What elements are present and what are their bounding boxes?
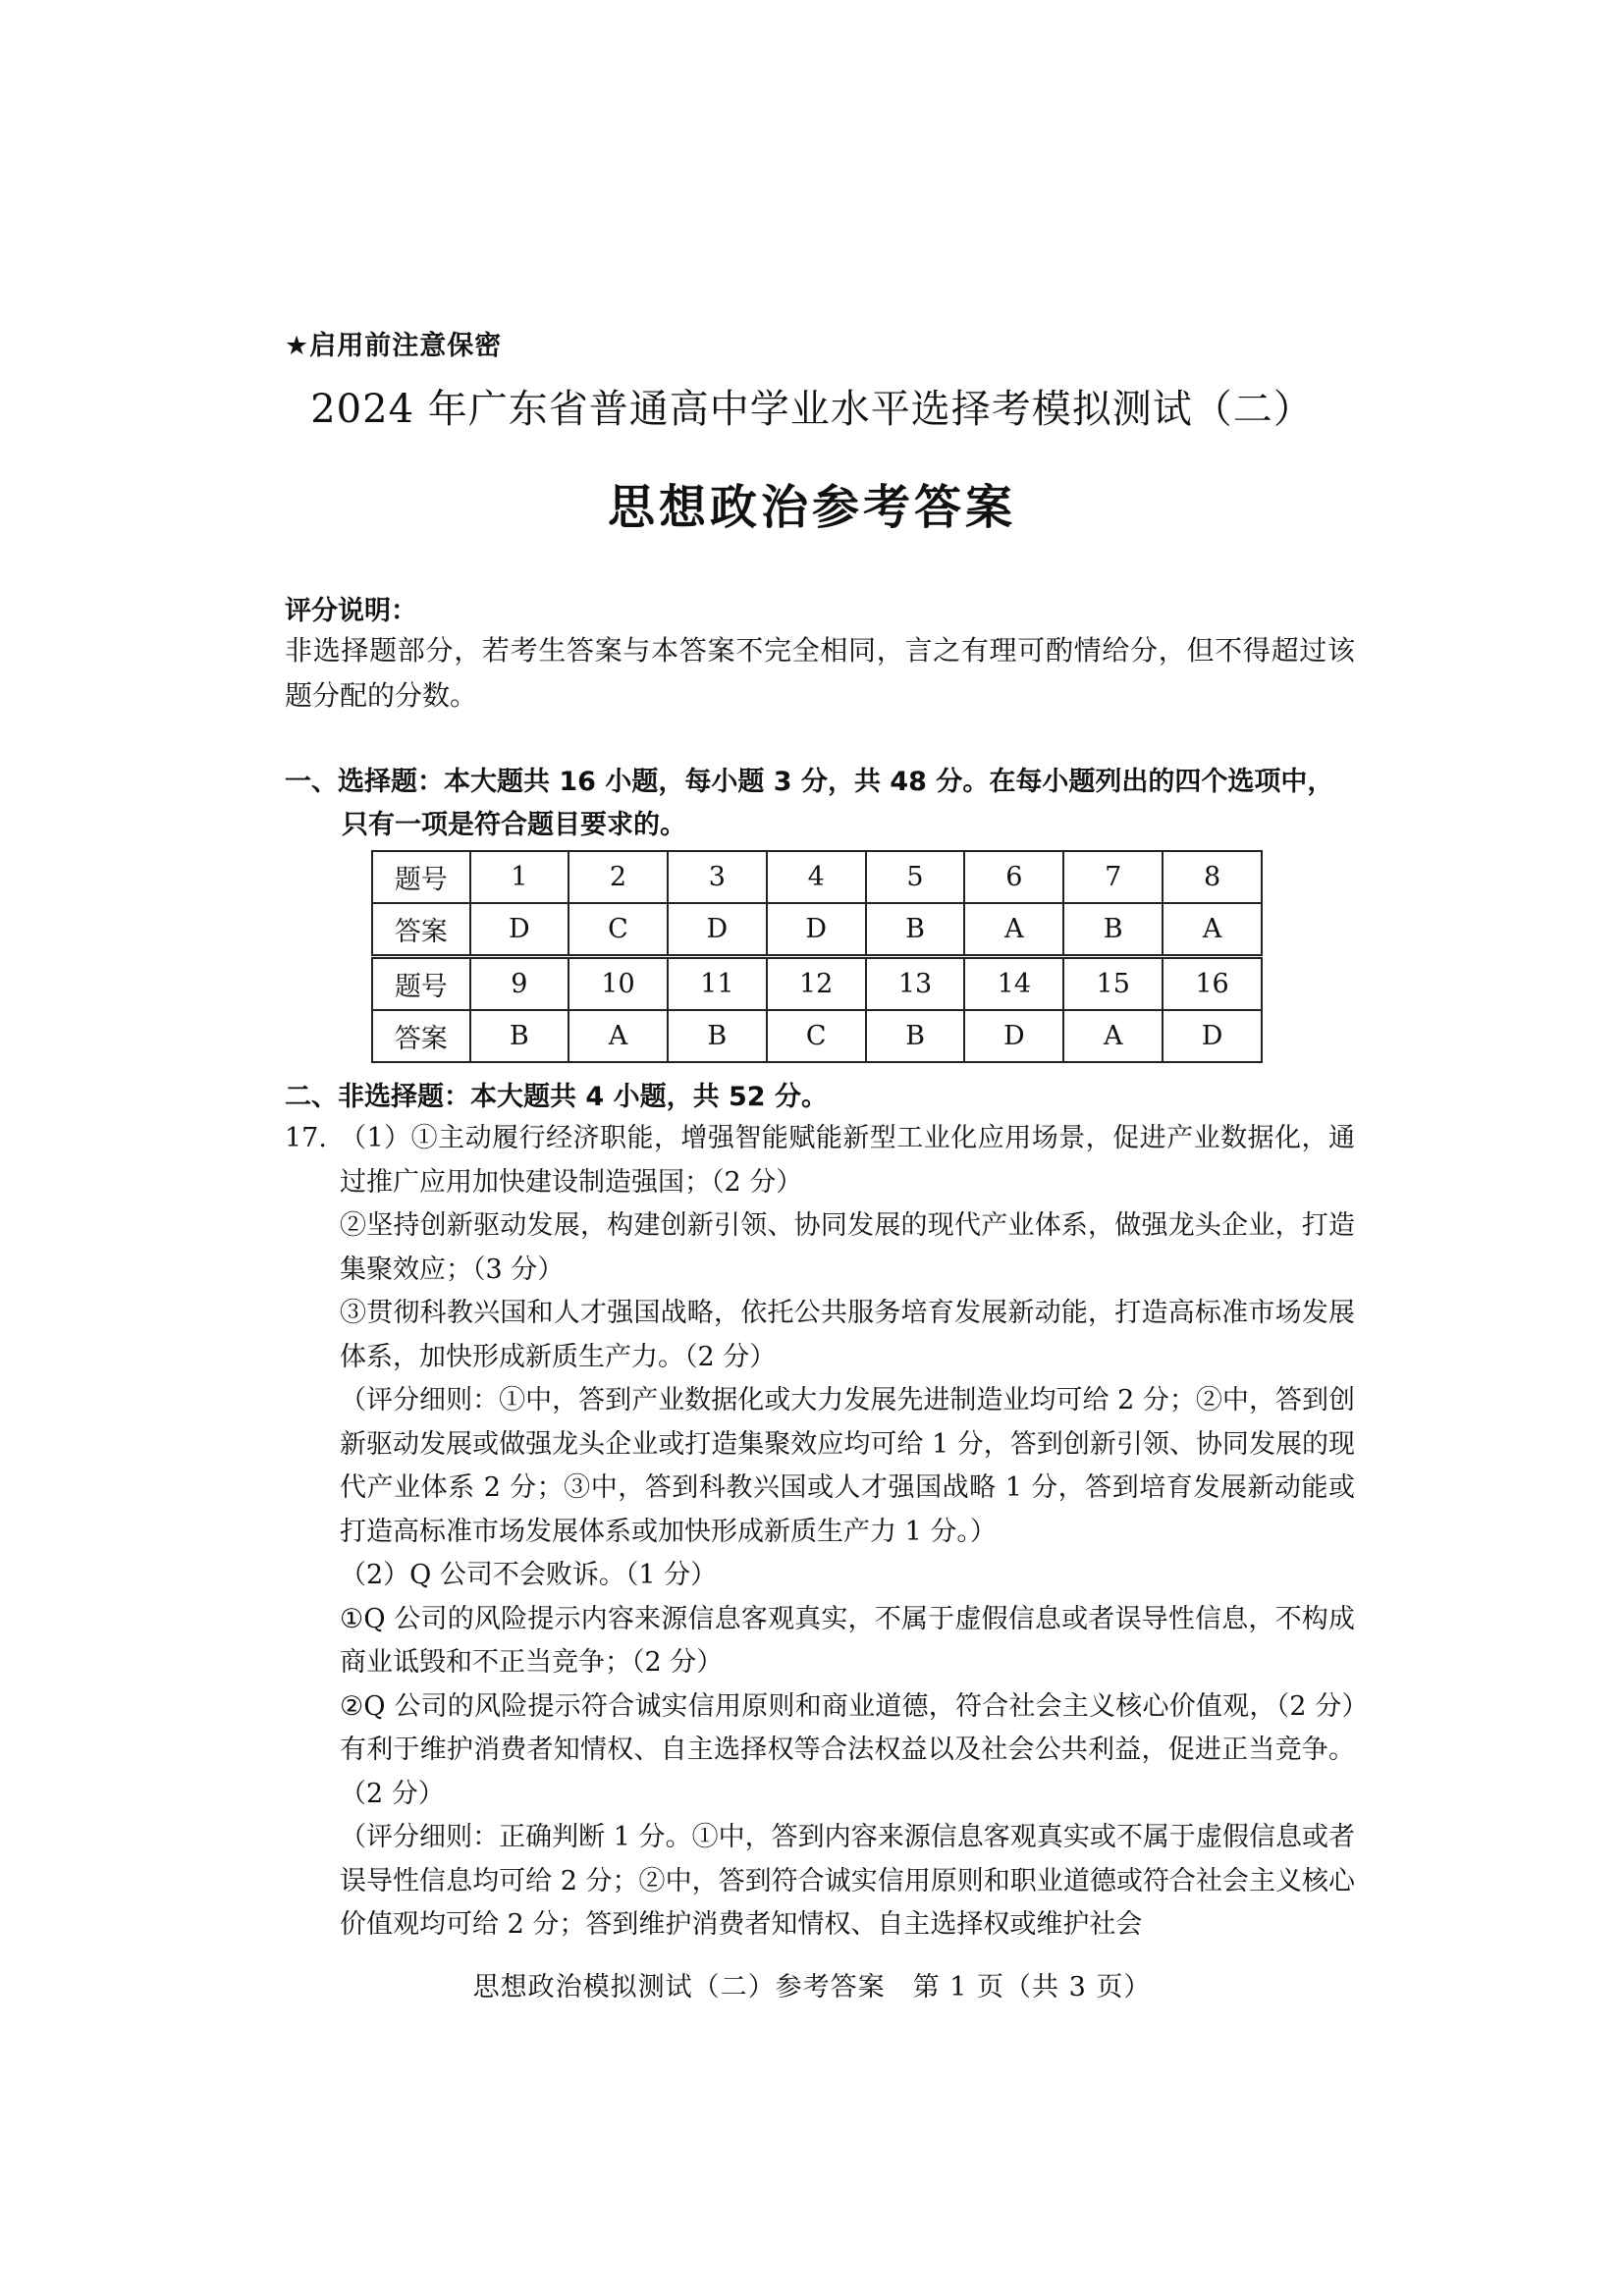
table-cell: C [767, 1010, 866, 1062]
answer-paragraph: ②坚持创新驱动发展，构建创新引领、协同发展的现代产业体系，做强龙头企业，打造集聚效应；（3 分） [340, 1210, 1355, 1285]
scoring-detail-paragraph: （评分细则：①中，答到产业数据化或大力发展先进制造业均可给 2 分；②中，答到创新驱动发展或做强龙头企业或打造集聚效应均可给 1 分，答到创新引领、协同发展的现代产业体系 2 分；③中，答到科教兴国或人才强国战略 1 分，答到培育发展新动能或打造高标准市场发展体系或加快形成新质生产力 1 分。） [340, 1385, 1355, 1547]
exam-title: 2024 年广东省普通高中学业水平选择考模拟测试（二） [310, 387, 1314, 432]
table-cell: D [1163, 1010, 1262, 1062]
table-cell: 16 [1163, 957, 1262, 1011]
section-one-line-1: 一、选择题：本大题共 16 小题，每小题 3 分，共 48 分。在每小题列出的四个选项中， [285, 767, 1334, 797]
table-cell: B [668, 1010, 767, 1062]
table-cell: 6 [964, 851, 1063, 903]
answer-paragraph: （2）Q 公司不会败诉。（1 分） [340, 1560, 718, 1590]
table-cell: 10 [568, 957, 668, 1011]
table-cell: 12 [767, 957, 866, 1011]
answer-paragraph: ②Q 公司的风险提示符合诚实信用原则和商业道德，符合社会主义核心价值观，（2 分）有利于维护消费者知情权、自主选择权等合法权益以及社会公共利益，促进正当竞争。（2 分） [340, 1690, 1355, 1809]
table-cell: D [668, 903, 767, 957]
table-cell: C [568, 903, 668, 957]
page-footer: 思想政治模拟测试（二）参考答案 第 1 页（共 3 页） [472, 1972, 1152, 2002]
table-cell: D [470, 903, 568, 957]
table-cell: 9 [470, 957, 568, 1011]
table-row [372, 903, 1262, 957]
scoring-text: 非选择题部分，若考生答案与本答案不完全相同，言之有理可酌情给分，但不得超过该题分配的分数。 [285, 634, 1355, 712]
table-row [372, 851, 1262, 903]
table-cell: B [866, 1010, 965, 1062]
confidential-notice: ★启用前注意保密 [285, 331, 503, 361]
section-one-line-2: 只有一项是符合题目要求的。 [342, 810, 686, 840]
table-cell: 8 [1163, 851, 1262, 903]
table-cell: 2 [568, 851, 668, 903]
answer-paragraph: （1）①主动履行经济职能，增强智能赋能新型工业化应用场景，促进产业数据化，通过推广应用加快建设制造强国；（2 分） [340, 1123, 1355, 1198]
table-cell: D [767, 903, 866, 957]
table-cell: 14 [964, 957, 1063, 1011]
table-cell: 1 [470, 851, 568, 903]
scoring-detail-paragraph: （评分细则：正确判断 1 分。①中，答到内容来源信息客观真实或不属于虚假信息或者误导性信息均可给 2 分；②中，答到符合诚实信用原则和职业道德或符合社会主义核心价值观均可给 2 分；答到维护消费者知情权、自主选择权或维护社会 [340, 1822, 1355, 1940]
table-cell: D [964, 1010, 1063, 1062]
table-cell: B [866, 903, 965, 957]
table-cell: 7 [1063, 851, 1163, 903]
table-cell: 5 [866, 851, 965, 903]
table-cell: A [1163, 903, 1262, 957]
question-number: 17. [285, 1123, 327, 1153]
answer-paragraph: ③贯彻科教兴国和人才强国战略，依托公共服务培育发展新动能，打造高标准市场发展体系，加快形成新质生产力。（2 分） [340, 1298, 1355, 1372]
table-cell: A [1063, 1010, 1163, 1062]
question-number-label: 题号 [372, 851, 470, 903]
question-17-answer [340, 1117, 1355, 1948]
answer-label: 答案 [372, 1010, 470, 1062]
section-one-heading [285, 761, 1355, 847]
table-cell: A [964, 903, 1063, 957]
document-subtitle: 思想政治参考答案 [607, 480, 1016, 535]
answer-paragraph: ①Q 公司的风险提示内容来源信息客观真实，不属于虚假信息或者误导性信息，不构成商业诋毁和不正当竞争；（2 分） [340, 1603, 1355, 1678]
table-cell: B [470, 1010, 568, 1062]
table-row [372, 1010, 1262, 1062]
table-row [372, 957, 1262, 1011]
choice-answer-table [371, 850, 1263, 1063]
table-cell: 3 [668, 851, 767, 903]
table-cell: 15 [1063, 957, 1163, 1011]
question-number-label: 题号 [372, 957, 470, 1011]
answer-label: 答案 [372, 903, 470, 957]
question-17 [285, 1117, 1355, 1948]
table-cell: 13 [866, 957, 965, 1011]
table-cell: A [568, 1010, 668, 1062]
section-two-heading: 二、非选择题：本大题共 4 小题，共 52 分。 [285, 1082, 828, 1112]
table-cell: B [1063, 903, 1163, 957]
table-cell: 4 [767, 851, 866, 903]
table-cell: 11 [668, 957, 767, 1011]
scoring-heading: 评分说明： [285, 596, 417, 626]
